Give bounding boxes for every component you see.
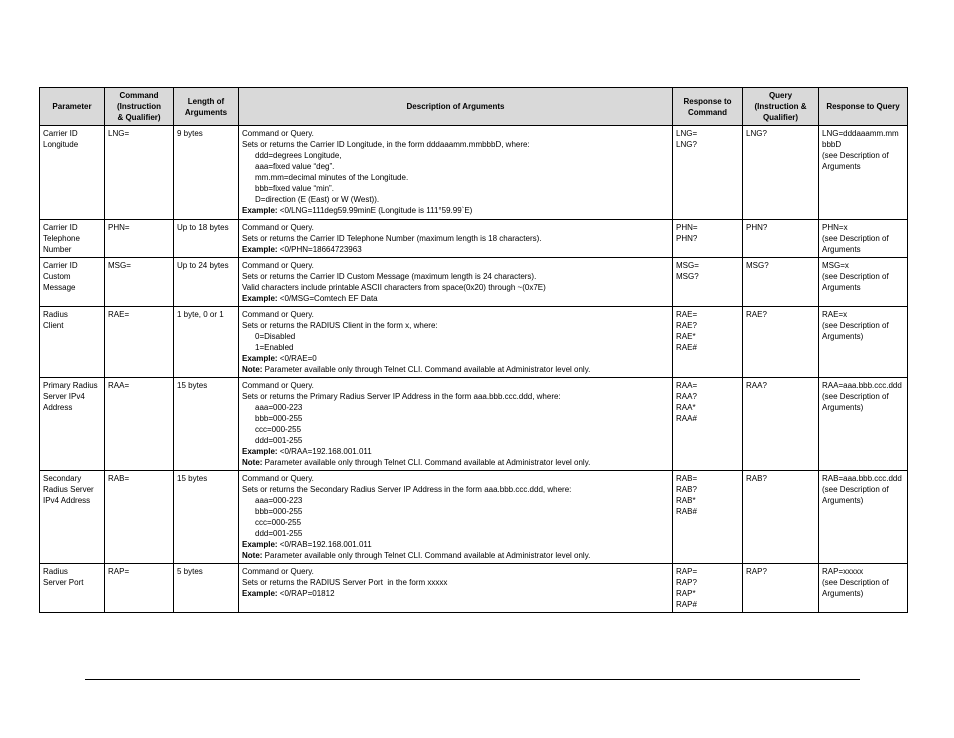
parameter-line: Server Port — [43, 578, 84, 587]
header-label-line: Length of — [187, 96, 225, 106]
note-label: Note: — [242, 458, 263, 467]
description-text: Sets or returns the Primary Radius Server IP Address in the form aaa.bbb.ccc.ddd, where: — [242, 392, 561, 401]
example-label: Example: — [242, 294, 278, 303]
length-text: 1 byte, 0 or 1 — [177, 310, 224, 319]
cell-parameter — [40, 564, 105, 613]
description-line — [242, 331, 669, 342]
description-text: Sets or returns the RADIUS Client in the form x, where: — [242, 321, 438, 330]
cell-response-to-command — [673, 220, 743, 258]
query-response-line: (see Description of — [822, 321, 889, 330]
cell-response-to-command — [673, 126, 743, 220]
length-text: 15 bytes — [177, 381, 208, 390]
description-line — [242, 205, 669, 216]
query-response-line: MSG=x — [822, 261, 849, 270]
query-response-line: (see Description of — [822, 234, 889, 243]
query-response-line: RAE=x — [822, 310, 848, 319]
length-text: Up to 24 bytes — [177, 261, 229, 270]
header-label-line: Parameter — [52, 102, 92, 111]
cell-description — [239, 126, 673, 220]
description-text: Sets or returns the Secondary Radius Server IP Address in the form aaa.bbb.ccc.ddd, where: — [242, 485, 572, 494]
cell-response-to-command — [673, 471, 743, 564]
description-line — [242, 528, 669, 539]
description-line — [242, 473, 669, 484]
header-label-line: & Qualifier) — [117, 113, 161, 122]
example-label: Example: — [242, 206, 278, 215]
example-label: Example: — [242, 540, 278, 549]
query-response-line: Arguments — [822, 245, 861, 254]
length-text: 9 bytes — [177, 129, 203, 138]
description-text: Command or Query. — [242, 223, 314, 232]
command-text: PHN= — [108, 223, 130, 232]
cell-command — [105, 258, 174, 307]
description-line — [242, 550, 669, 561]
description-text: Command or Query. — [242, 381, 314, 390]
description-text: aaa=fixed value “deg”. — [255, 162, 335, 171]
response-line: RAE? — [676, 321, 697, 330]
cell-description — [239, 220, 673, 258]
description-text: <0/RAE=0 — [277, 354, 317, 363]
command-text: RAA= — [108, 381, 130, 390]
query-text: RAA? — [746, 381, 767, 390]
response-line: RAA* — [676, 403, 696, 412]
query-response-line: (see Description of — [822, 151, 889, 160]
description-line — [242, 161, 669, 172]
cell-description — [239, 307, 673, 378]
description-text: ddd=degrees Longitude, — [255, 151, 342, 160]
parameter-line: Radius — [43, 567, 68, 576]
header-command — [105, 88, 174, 126]
length-text: 5 bytes — [177, 567, 203, 576]
description-line — [242, 222, 669, 233]
query-text: RAB? — [746, 474, 767, 483]
cell-parameter — [40, 220, 105, 258]
description-line — [242, 380, 669, 391]
cell-response-to-command — [673, 564, 743, 613]
response-line: MSG? — [676, 272, 699, 281]
response-line: RAP* — [676, 589, 696, 598]
parameter-line: IPv4 Address — [43, 496, 91, 505]
parameter-line: Longitude — [43, 140, 79, 149]
description-line — [242, 172, 669, 183]
cell-length — [174, 307, 239, 378]
parameter-line: Server IPv4 — [43, 392, 85, 401]
header-label-line: Query — [768, 91, 793, 100]
header-label-line: Command — [687, 107, 728, 117]
description-line — [242, 413, 669, 424]
description-text: ddd=001-255 — [255, 436, 303, 445]
description-text: aaa=000-223 — [255, 403, 303, 412]
description-text: 1=Enabled — [255, 343, 294, 352]
query-text: MSG? — [746, 261, 769, 270]
command-text: MSG= — [108, 261, 131, 270]
query-response-line: (see Description of — [822, 578, 889, 587]
cell-length — [174, 258, 239, 307]
response-line: RAB? — [676, 485, 697, 494]
description-line — [242, 457, 669, 468]
query-response-line: (see Description of — [822, 485, 889, 494]
cell-command — [105, 220, 174, 258]
query-response-line: Arguments) — [822, 496, 864, 505]
description-text: Sets or returns the Carrier ID Longitude, in the form dddaaamm.mmbbbD, where: — [242, 140, 530, 149]
cell-response-to-query — [819, 126, 908, 220]
cell-length — [174, 126, 239, 220]
response-line: PHN= — [676, 223, 698, 232]
cell-description — [239, 564, 673, 613]
description-line — [242, 282, 669, 293]
header-label-line: (Instruction — [117, 102, 161, 111]
cell-description — [239, 378, 673, 471]
parameter-line: Radius — [43, 310, 68, 319]
cell-description — [239, 258, 673, 307]
response-line: RAP= — [676, 567, 698, 576]
header-label-line: Description of Arguments — [406, 102, 505, 111]
description-text: Command or Query. — [242, 474, 314, 483]
cell-parameter — [40, 258, 105, 307]
description-line — [242, 244, 669, 255]
description-text: mm.mm=decimal minutes of the Longitude. — [255, 173, 409, 182]
query-response-line: (see Description of — [822, 392, 889, 401]
cell-response-to-query — [819, 307, 908, 378]
description-line — [242, 446, 669, 457]
response-line: RAA# — [676, 414, 697, 423]
description-text: aaa=000-223 — [255, 496, 303, 505]
cell-description — [239, 471, 673, 564]
query-response-line: PHN=x — [822, 223, 848, 232]
length-text: Up to 18 bytes — [177, 223, 229, 232]
description-text: Command or Query. — [242, 261, 314, 270]
cell-query — [743, 378, 819, 471]
parameter-line: Address — [43, 403, 73, 412]
command-text: RAP= — [108, 567, 130, 576]
table-row — [40, 378, 908, 471]
description-text: <0/PHN=18664723963 — [277, 245, 362, 254]
header-description — [239, 88, 673, 126]
parameter-line: Message — [43, 283, 76, 292]
parameter-line: Secondary — [43, 474, 82, 483]
cell-query — [743, 307, 819, 378]
cell-parameter — [40, 126, 105, 220]
description-text: Parameter available only through Telnet CLI. Command available at Administrator level only. — [262, 551, 591, 560]
response-line: RAE= — [676, 310, 698, 319]
parameter-line: Primary Radius — [43, 381, 98, 390]
description-line — [242, 309, 669, 320]
header-query — [743, 88, 819, 126]
description-text: bbb=000-255 — [255, 414, 303, 423]
parameter-line: Carrier ID — [43, 129, 78, 138]
response-line: LNG? — [676, 140, 697, 149]
query-response-line: bbbD — [822, 140, 842, 149]
response-line: RAE# — [676, 343, 697, 352]
cell-response-to-command — [673, 307, 743, 378]
query-text: RAP? — [746, 567, 767, 576]
header-parameter — [40, 88, 105, 126]
description-line — [242, 233, 669, 244]
footer-divider — [85, 679, 860, 680]
query-text: RAE? — [746, 310, 767, 319]
description-text: Command or Query. — [242, 310, 314, 319]
cell-command — [105, 564, 174, 613]
command-text: RAB= — [108, 474, 130, 483]
description-text: <0/RAB=192.168.001.011 — [277, 540, 372, 549]
parameter-line: Carrier ID — [43, 261, 78, 270]
cell-response-to-query — [819, 564, 908, 613]
header-length — [174, 88, 239, 126]
response-line: MSG= — [676, 261, 699, 270]
parameter-line: Radius Server — [43, 485, 94, 494]
cell-length — [174, 564, 239, 613]
response-line: PHN? — [676, 234, 698, 243]
header-response-to-command — [673, 88, 743, 126]
cell-parameter — [40, 307, 105, 378]
example-label: Example: — [242, 589, 278, 598]
header-label-line: Command — [119, 91, 159, 100]
cell-response-to-command — [673, 378, 743, 471]
cell-length — [174, 220, 239, 258]
cell-response-to-query — [819, 258, 908, 307]
table-row — [40, 258, 908, 307]
description-text: <0/MSG=Comtech EF Data — [277, 294, 378, 303]
description-line — [242, 271, 669, 282]
command-table — [39, 87, 908, 613]
query-response-line: Arguments) — [822, 589, 864, 598]
query-response-line: Arguments — [822, 283, 861, 292]
table-row — [40, 564, 908, 613]
description-text: Parameter available only through Telnet CLI. Command available at Administrator level only. — [262, 365, 591, 374]
command-text: LNG= — [108, 129, 130, 138]
description-text: <0/RAP=01812 — [277, 589, 335, 598]
query-response-line: LNG=dddaaamm.mm — [822, 129, 899, 138]
description-text: <0/RAA=192.168.001.011 — [277, 447, 372, 456]
description-line — [242, 391, 669, 402]
query-response-line: RAA=aaa.bbb.ccc.ddd — [822, 381, 902, 390]
description-text: Command or Query. — [242, 129, 314, 138]
table-row — [40, 220, 908, 258]
cell-command — [105, 378, 174, 471]
table-row — [40, 471, 908, 564]
description-line — [242, 517, 669, 528]
response-line: RAP? — [676, 578, 697, 587]
query-response-line: RAB=aaa.bbb.ccc.ddd — [822, 474, 902, 483]
description-line — [242, 495, 669, 506]
description-line — [242, 424, 669, 435]
cell-query — [743, 126, 819, 220]
description-line — [242, 588, 669, 599]
example-label: Example: — [242, 354, 278, 363]
query-text: PHN? — [746, 223, 768, 232]
description-line — [242, 435, 669, 446]
cell-query — [743, 220, 819, 258]
description-text: bbb=000-255 — [255, 507, 303, 516]
query-response-line: Arguments) — [822, 332, 864, 341]
description-text: ddd=001-255 — [255, 529, 303, 538]
example-label: Example: — [242, 447, 278, 456]
description-line — [242, 260, 669, 271]
parameter-line: Telephone — [43, 234, 80, 243]
description-text: Valid characters include printable ASCII characters from space(0x20) through ~(0x7E) — [242, 283, 546, 292]
cell-command — [105, 307, 174, 378]
header-label-line: Response to Query — [826, 102, 900, 111]
description-text: Parameter available only through Telnet CLI. Command available at Administrator level only. — [262, 458, 591, 467]
parameter-line: Carrier ID — [43, 223, 78, 232]
query-response-line: Arguments) — [822, 403, 864, 412]
cell-response-to-command — [673, 258, 743, 307]
header-label-line: Response to — [683, 96, 732, 106]
header-response-to-query — [819, 88, 908, 126]
cell-length — [174, 378, 239, 471]
cell-query — [743, 471, 819, 564]
cell-response-to-query — [819, 378, 908, 471]
response-line: RAE* — [676, 332, 696, 341]
description-line — [242, 577, 669, 588]
parameter-line: Client — [43, 321, 64, 330]
response-line: RAA? — [676, 392, 697, 401]
description-line — [242, 484, 669, 495]
description-text: Sets or returns the Carrier ID Custom Message (maximum length is 24 characters). — [242, 272, 537, 281]
length-text: 15 bytes — [177, 474, 208, 483]
description-line — [242, 293, 669, 304]
query-response-line: (see Description of — [822, 272, 889, 281]
description-text: Sets or returns the Carrier ID Telephone Number (maximum length is 18 characters). — [242, 234, 542, 243]
description-line — [242, 539, 669, 550]
header-label-line: Arguments — [184, 107, 228, 117]
description-line — [242, 566, 669, 577]
note-label: Note: — [242, 365, 263, 374]
header-label-line: (Instruction & — [754, 102, 807, 111]
description-text: Sets or returns the RADIUS Server Port in the form xxxxx — [242, 578, 448, 587]
cell-query — [743, 564, 819, 613]
parameter-line: Custom — [43, 272, 71, 281]
header-label-line: Qualifier) — [762, 113, 799, 122]
description-line — [242, 506, 669, 517]
cell-parameter — [40, 378, 105, 471]
description-text: Command or Query. — [242, 567, 314, 576]
description-line — [242, 194, 669, 205]
description-text: <0/LNG=111deg59.99minE (Longitude is 111°59.99`E) — [277, 206, 473, 215]
response-line: RAB= — [676, 474, 698, 483]
description-line — [242, 150, 669, 161]
response-line: RAP# — [676, 600, 697, 609]
response-line: RAB# — [676, 507, 697, 516]
response-line: RAA= — [676, 381, 698, 390]
table-header-row — [40, 88, 908, 126]
note-label: Note: — [242, 551, 263, 560]
description-line — [242, 139, 669, 150]
description-text: bbb=fixed value “min”. — [255, 184, 334, 193]
table-row — [40, 307, 908, 378]
query-response-line: Arguments — [822, 162, 861, 171]
table-row — [40, 126, 908, 220]
description-line — [242, 342, 669, 353]
description-text: ccc=000-255 — [255, 518, 302, 527]
description-line — [242, 353, 669, 364]
cell-parameter — [40, 471, 105, 564]
response-line: LNG= — [676, 129, 698, 138]
cell-response-to-query — [819, 471, 908, 564]
description-text: 0=Disabled — [255, 332, 296, 341]
description-line — [242, 183, 669, 194]
query-text: LNG? — [746, 129, 767, 138]
cell-query — [743, 258, 819, 307]
cell-command — [105, 471, 174, 564]
description-line — [242, 364, 669, 375]
example-label: Example: — [242, 245, 278, 254]
description-line — [242, 320, 669, 331]
description-line — [242, 128, 669, 139]
description-line — [242, 402, 669, 413]
description-text: ccc=000-255 — [255, 425, 302, 434]
description-text: D=direction (E (East) or W (West)). — [255, 195, 380, 204]
query-response-line: RAP=xxxxx — [822, 567, 864, 576]
parameter-line: Number — [43, 245, 72, 254]
command-text: RAE= — [108, 310, 130, 319]
cell-response-to-query — [819, 220, 908, 258]
cell-length — [174, 471, 239, 564]
response-line: RAB* — [676, 496, 696, 505]
cell-command — [105, 126, 174, 220]
